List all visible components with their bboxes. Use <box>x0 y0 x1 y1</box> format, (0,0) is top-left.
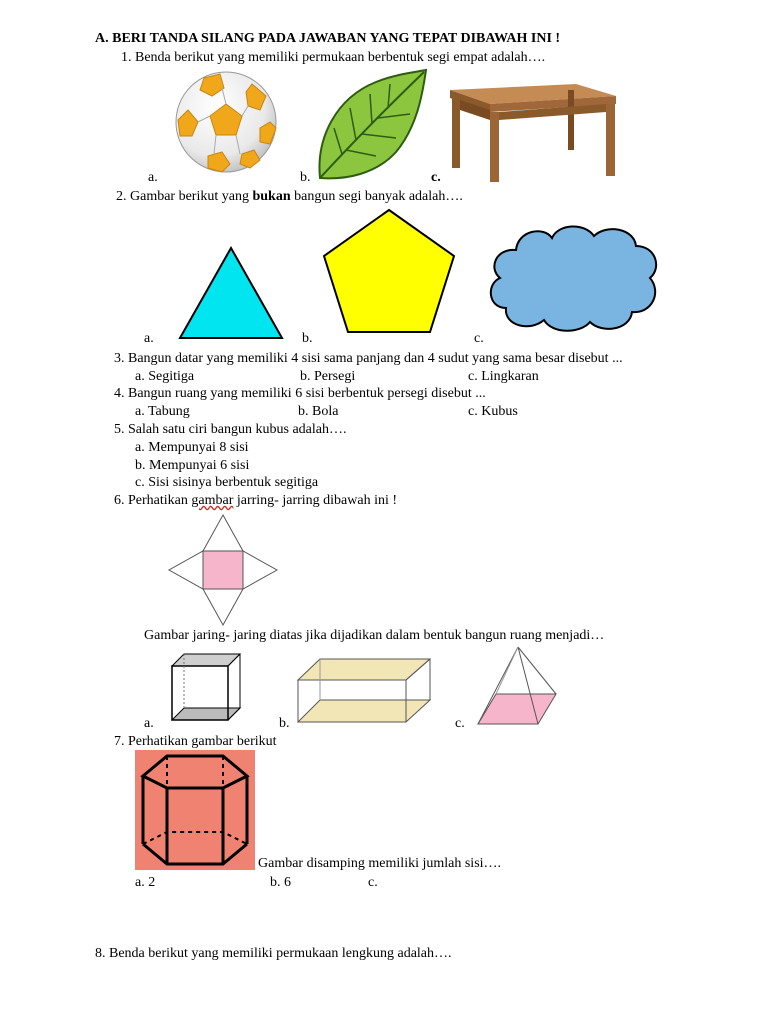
q2-option-c[interactable]: c. <box>474 331 484 346</box>
pyramid-net-diagram <box>166 512 280 628</box>
q7-option-a[interactable]: a. 2 <box>135 875 156 890</box>
q2-text-pre: 2. Gambar berikut yang <box>116 189 253 204</box>
q2-text-post: bangun segi banyak adalah…. <box>290 189 463 204</box>
q6-text-underlined: gambar <box>191 493 234 508</box>
cube-wireframe <box>168 650 244 724</box>
q6-option-c[interactable]: c. <box>455 716 465 731</box>
q2-text-bold: bukan <box>252 189 291 204</box>
q4-option-b[interactable]: b. Bola <box>298 404 339 419</box>
question-5-text: 5. Salah satu ciri bangun kubus adalah…. <box>114 422 347 437</box>
leaf-image <box>316 68 428 182</box>
q3-option-a[interactable]: a. Segitiga <box>135 369 195 384</box>
question-8-text: 8. Benda berikut yang memiliki permukaan lengkung adalah…. <box>95 946 452 961</box>
question-3-text: 3. Bangun datar yang memiliki 4 sisi sama panjang dan 4 sudut yang sama besar disebut ... <box>114 351 623 366</box>
q1-option-b[interactable]: b. <box>300 170 311 185</box>
q1-option-a[interactable]: a. <box>148 170 158 185</box>
soccer-ball-image <box>174 70 278 174</box>
triangle-shape <box>176 244 286 342</box>
section-heading: A. BERI TANDA SILANG PADA JAWABAN YANG TEPAT DIBAWAH INI ! <box>95 31 561 46</box>
q7-caption: Gambar disamping memiliki jumlah sisi…. <box>258 856 502 871</box>
hexagonal-prism-image <box>135 750 255 870</box>
cloud-shape <box>486 220 664 336</box>
q6-option-a[interactable]: a. <box>144 716 154 731</box>
question-6-text <box>114 493 397 509</box>
table-image <box>446 80 622 184</box>
q3-option-c[interactable]: c. Lingkaran <box>468 369 539 384</box>
question-7-text: 7. Perhatikan gambar berikut <box>114 734 277 749</box>
q5-option-a[interactable]: a. Mempunyai 8 sisi <box>135 440 249 455</box>
q6-option-b[interactable]: b. <box>279 716 290 731</box>
q3-option-b[interactable]: b. Persegi <box>300 369 356 384</box>
cuboid-wireframe <box>296 656 434 726</box>
q6-caption: Gambar jaring- jaring diatas jika dijadikan dalam bentuk bangun ruang menjadi… <box>144 628 605 643</box>
q2-option-a[interactable]: a. <box>144 331 154 346</box>
q6-text-post: jarring- jarring dibawah ini ! <box>233 493 398 508</box>
q5-option-b[interactable]: b. Mempunyai 6 sisi <box>135 458 250 473</box>
q4-option-a[interactable]: a. Tabung <box>135 404 190 419</box>
pentagon-shape <box>320 206 458 338</box>
q7-option-c[interactable]: c. <box>368 875 378 890</box>
pyramid-wireframe <box>474 644 560 726</box>
q2-option-b[interactable]: b. <box>302 331 313 346</box>
question-4-text: 4. Bangun ruang yang memiliki 6 sisi berbentuk persegi disebut ... <box>114 386 486 401</box>
q7-option-b[interactable]: b. 6 <box>270 875 291 890</box>
question-1-text: 1. Benda berikut yang memiliki permukaan berbentuk segi empat adalah…. <box>121 50 546 65</box>
q4-option-c[interactable]: c. Kubus <box>468 404 518 419</box>
q1-option-c[interactable]: c. <box>431 170 441 185</box>
q5-option-c[interactable]: c. Sisi sisinya berbentuk segitiga <box>135 475 319 490</box>
question-2-text <box>116 189 463 205</box>
q6-text-pre: 6. Perhatikan <box>114 493 192 508</box>
